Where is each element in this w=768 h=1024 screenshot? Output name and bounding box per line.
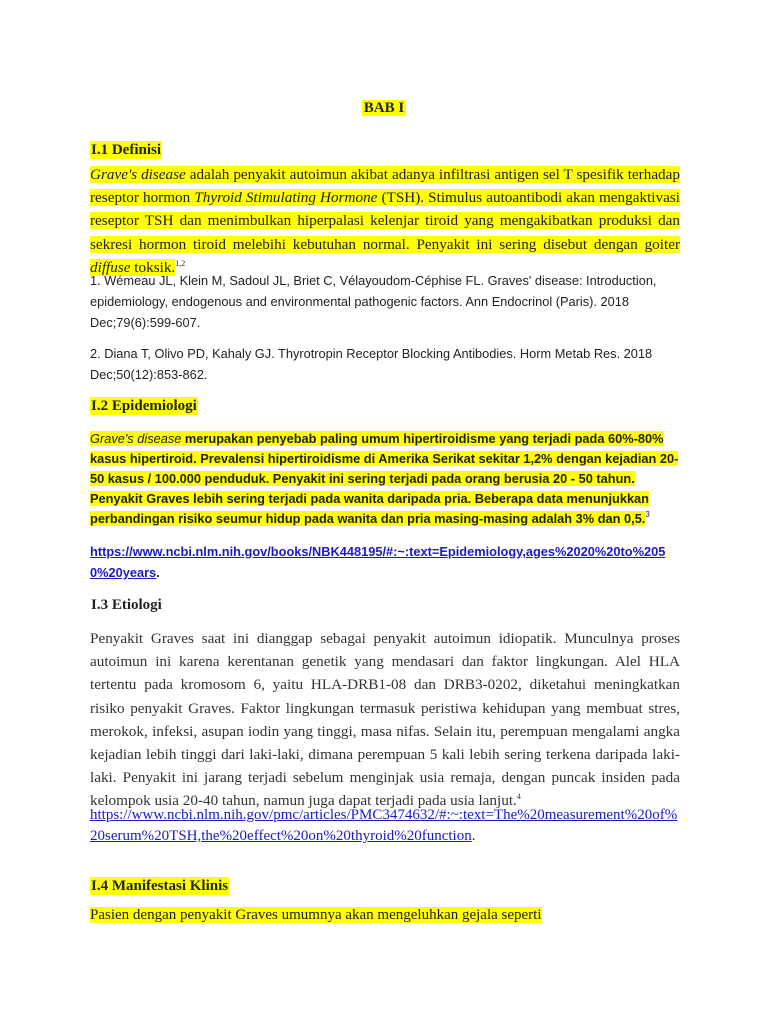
section-heading-etiologi: I.3 Etiologi — [91, 597, 162, 613]
chapter-title: BAB I — [363, 100, 405, 116]
etiologi-source-link[interactable]: https://www.ncbi.nlm.nih.gov/pmc/articles/PMC3474632/#:~:text=The%20measurement%20of%20serum%20TSH,the%20effect%20on%20thyroid%20function. — [90, 807, 678, 844]
epidemiologi-paragraph: Grave's disease merupakan penyebab paling umum hipertiroidisme yang terjadi pada 60%-80% kasus hipertiroid. Prevalensi hipertiroidisme di Amerika Serikat sekitar 1,2% dengan kejadian 20-50 kasus / 100.000 penduduk. Penyakit ini sering terjadi pada orang berusia 20 - 50 tahun. Penyakit Graves lebih sering terjadi pada wanita daripada pria. Beberapa data menunjukkan perbandingan risiko seumur hidup pada wanita dan pria masing-masing adalah 3% dan 0,5.$^3$ — [90, 431, 679, 526]
definisi-paragraph: Grave's disease adalah penyakit autoimun akibat adanya infiltrasi antigen sel T spesifik terhadap reseptor hormon Thyroid Stimulating Hormone (TSH). Stimulus autoantibodi akan mengaktivasi reseptor TSH dan menimbulkan hiperpalasi kelenjar tiroid yang mengakibatkan produksi dan sekresi hormon tiroid melebihi kebutuhan normal. Penyakit ini sering disebut dengan goiter diffuse toksik.$^{1,2}$ — [90, 166, 680, 276]
reference-2: 2. Diana T, Olivo PD, Kahaly GJ. Thyrotropin Receptor Blocking Antibodies. Horm Metab Res. 2018 Dec;50(12):853-862. — [90, 346, 653, 382]
section-heading-manifestasi-klinis: I.4 Manifestasi Klinis — [91, 878, 229, 894]
manifestasi-paragraph: Pasien dengan penyakit Graves umumnya akan mengeluhkan gejala seperti — [90, 907, 542, 923]
section-heading-definisi: I.1 Definisi — [91, 142, 162, 158]
reference-1: 1. Wémeau JL, Klein M, Sadoul JL, Briet C, Vélayoudom-Céphise FL. Graves' disease: Introduction, epidemiology, endogenous and environmental pathogenic factors. Ann Endocrinol (Paris). 2018 Dec;79(6):599-607. — [90, 273, 657, 330]
section-heading-epidemiologi: I.2 Epidemiologi — [91, 398, 197, 414]
epidemiologi-source-link[interactable]: https://www.ncbi.nlm.nih.gov/books/NBK448195/#:~:text=Epidemiology,ages%2020%20to%2050%20years. — [90, 544, 666, 580]
etiologi-paragraph: Penyakit Graves saat ini dianggap sebagai penyakit autoimun idiopatik. Munculnya proses autoimun ini karena kerentanan genetik yang mendasari dan faktor lingkungan. Alel HLA tertentu pada kromosom 6, yaitu HLA-DRB1-08 dan DRB3-0202, diketahui meningkatkan risiko penyakit Graves. Faktor lingkungan termasuk peristiwa kehidupan yang membuat stres, merokok, infeksi, asupan iodin yang tinggi, masa nifas. Selain itu, perempuan mengalami angka kejadian lebih tinggi dari laki-laki, dimana perempuan 5 kali lebih sering terkena daripada laki-laki. Penyakit ini jarang terjadi sebelum menginjak usia remaja, dengan puncak insiden pada kelompok usia 20-40 tahun, namun juga dapat terjadi pada usia lanjut.$^4$ — [90, 630, 680, 810]
